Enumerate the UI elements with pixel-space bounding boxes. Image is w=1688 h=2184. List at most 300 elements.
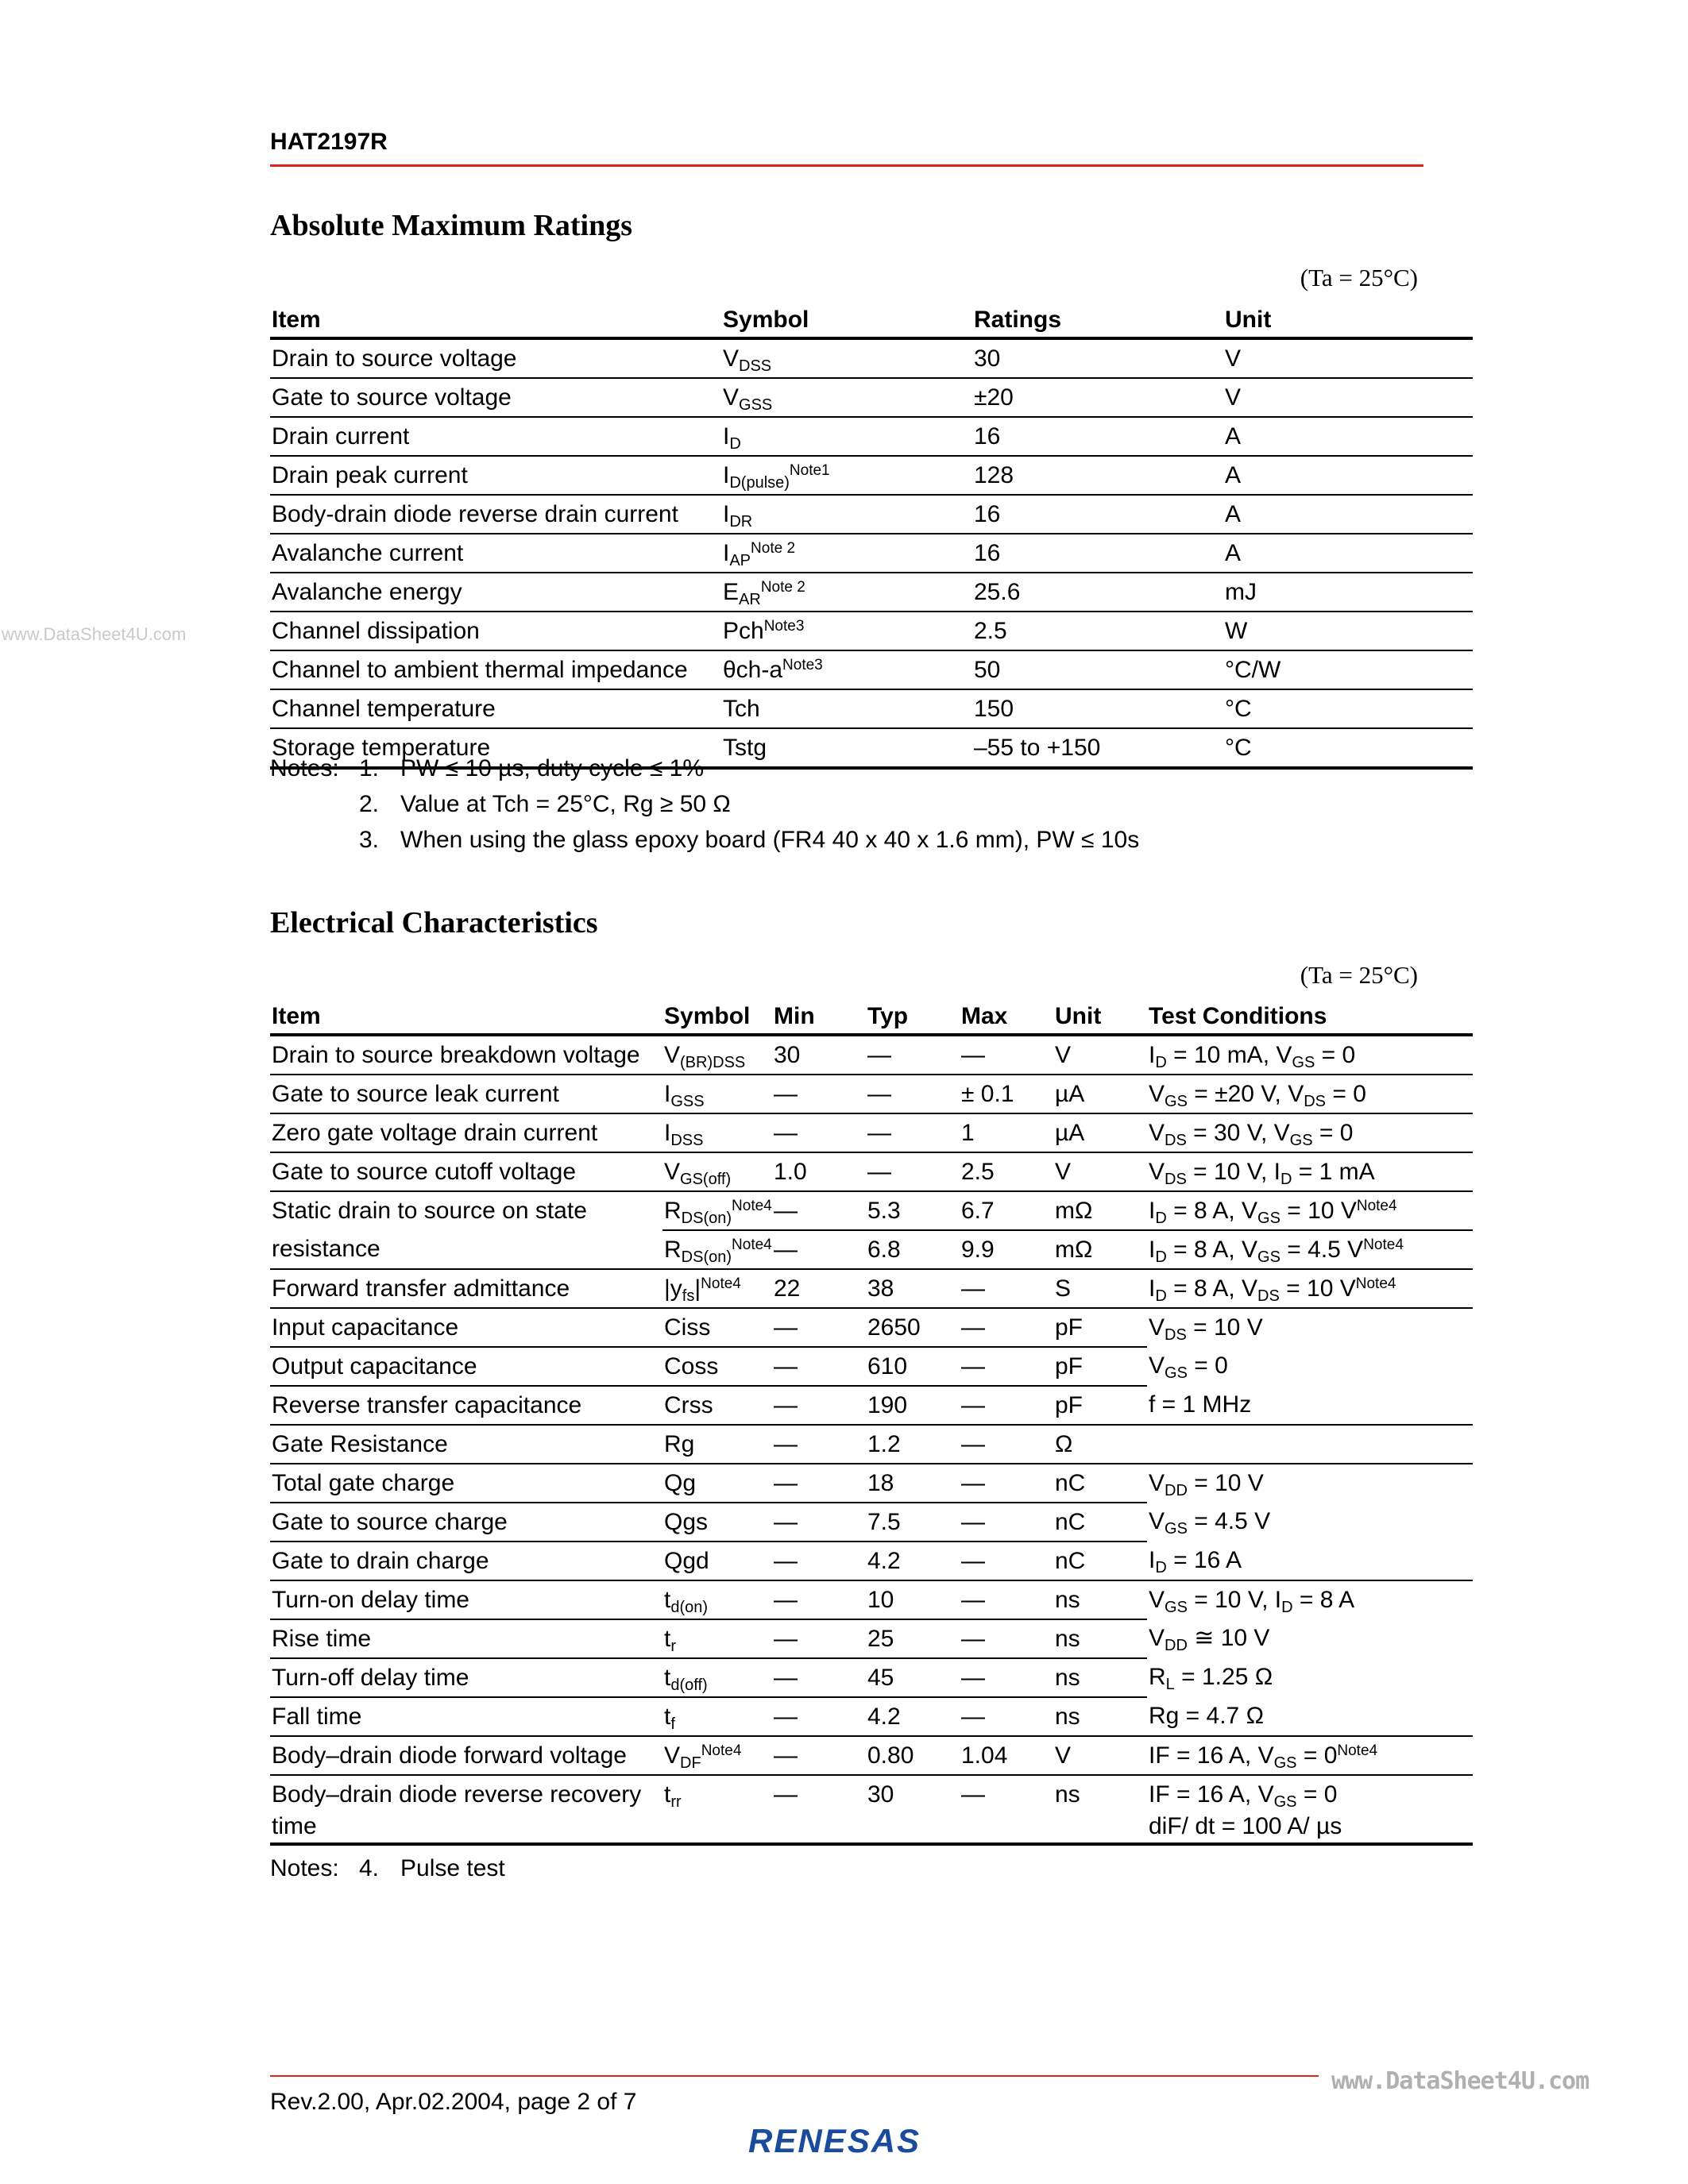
item-cell: Input capacitance <box>270 1308 662 1347</box>
test-condition: IF = 16 A, $V_{GS} = 0$ <box>1149 1742 1338 1772</box>
test-note: Note4 <box>1363 1237 1404 1253</box>
table-row <box>270 1113 1473 1152</box>
unit-cell: S <box>1053 1269 1147 1308</box>
rating-cell: 16 <box>972 495 1223 534</box>
symbol-subscript: D(pulse) <box>729 474 790 492</box>
rating-cell: 25.6 <box>972 573 1223 612</box>
symbol-subscript: f <box>670 1715 675 1733</box>
symbol-main: Tstg <box>723 735 767 761</box>
symbol-main: θch-a <box>723 657 783 683</box>
typ-cell: 190 <box>866 1386 960 1425</box>
unit-cell: A <box>1223 417 1473 456</box>
rating-cell: 150 <box>972 689 1223 728</box>
max-cell: — <box>960 1503 1053 1542</box>
symbol-main: V <box>664 1742 681 1769</box>
max-cell: — <box>960 1386 1053 1425</box>
test-conditions-cell <box>1147 1075 1473 1113</box>
symbol-cell <box>662 1230 772 1269</box>
item-cell: Channel to ambient thermal impedance <box>270 650 721 689</box>
unit-cell: ns <box>1053 1619 1147 1658</box>
symbol-subscript: r <box>670 1638 677 1655</box>
test-condition: $R_L = 1.25$ Ω <box>1149 1664 1273 1693</box>
col-typ: Typ <box>866 995 960 1035</box>
typ-cell: 45 <box>866 1658 960 1697</box>
test-conditions-cell <box>1147 1503 1473 1542</box>
symbol-cell <box>662 1386 772 1425</box>
symbol-cell <box>662 1503 772 1542</box>
item-cell: Avalanche energy <box>270 573 721 612</box>
unit-cell: °C <box>1223 689 1473 728</box>
symbol-cell <box>662 1308 772 1347</box>
symbol-cell <box>662 1464 772 1503</box>
table-row <box>270 378 1473 417</box>
col-ratings: Ratings <box>972 299 1223 338</box>
symbol-main: I <box>723 540 730 566</box>
test-conditions-cell <box>1147 1308 1473 1347</box>
abs-max-title: Absolute Maximum Ratings <box>270 209 633 242</box>
symbol-subscript: D <box>729 435 741 453</box>
symbol-cell <box>662 1269 772 1308</box>
item-cell: Gate to drain charge <box>270 1542 662 1580</box>
col-min: Min <box>772 995 866 1035</box>
table-row <box>270 689 1473 728</box>
symbol-cell <box>662 1191 772 1230</box>
symbol-cell <box>721 534 972 573</box>
item-cell: Forward transfer admittance <box>270 1269 662 1308</box>
typ-cell: 4.2 <box>866 1697 960 1736</box>
symbol-main: Pch <box>723 618 764 644</box>
col-symbol: Symbol <box>662 995 772 1035</box>
symbol-main: t <box>664 1665 671 1691</box>
symbol-subscript: DSS <box>670 1132 704 1149</box>
symbol-cell <box>662 1425 772 1464</box>
symbol-main: |y <box>664 1275 682 1302</box>
note-number: 2. <box>359 791 380 817</box>
item-cell: Output capacitance <box>270 1347 662 1386</box>
notes-label: Notes: <box>270 755 339 781</box>
symbol-main: Crss <box>664 1392 713 1418</box>
min-cell: 1.0 <box>772 1152 866 1191</box>
max-cell: — <box>960 1775 1053 1844</box>
symbol-main: I <box>664 1120 671 1146</box>
min-cell: — <box>772 1580 866 1619</box>
table-row <box>270 1775 1473 1844</box>
unit-cell: pF <box>1053 1347 1147 1386</box>
symbol-main: Tch <box>723 696 760 722</box>
unit-cell: Ω <box>1053 1425 1147 1464</box>
symbol-main: t <box>664 1781 671 1808</box>
test-conditions-cell <box>1147 1113 1473 1152</box>
col-item: Item <box>270 299 721 338</box>
min-cell: — <box>772 1658 866 1697</box>
symbol-cell <box>662 1580 772 1619</box>
min-cell: — <box>772 1503 866 1542</box>
item-cell: Turn-on delay time <box>270 1580 662 1619</box>
table-row <box>270 1736 1473 1775</box>
symbol-cell <box>662 1658 772 1697</box>
symbol-main: I <box>723 462 730 488</box>
symbol-main: Ciss <box>664 1314 711 1341</box>
test-conditions-cell <box>1147 1580 1473 1619</box>
table-row <box>270 338 1473 378</box>
table-row <box>270 1230 1473 1269</box>
symbol-cell <box>662 1075 772 1113</box>
unit-cell: nC <box>1053 1503 1147 1542</box>
item-cell: Channel dissipation <box>270 612 721 650</box>
symbol-main: Coss <box>664 1353 719 1379</box>
item-cell: Drain peak current <box>270 456 721 495</box>
max-cell: 1.04 <box>960 1736 1053 1775</box>
unit-cell: mJ <box>1223 573 1473 612</box>
test-condition: Rg = 4.7 Ω <box>1149 1703 1265 1729</box>
min-cell: — <box>772 1425 866 1464</box>
symbol-main: Qg <box>664 1470 697 1496</box>
footer-revision: Rev.2.00, Apr.02.2004, page 2 of 7 <box>270 2089 637 2115</box>
test-condition: $V_{DD} = 10$ V <box>1149 1470 1264 1499</box>
typ-cell: 10 <box>866 1580 960 1619</box>
unit-cell: A <box>1223 495 1473 534</box>
test-conditions-cell <box>1147 1697 1473 1736</box>
test-condition: $I_D = 16$ A <box>1149 1547 1242 1576</box>
elec-table <box>270 995 1473 1846</box>
rating-cell: ±20 <box>972 378 1223 417</box>
note-row <box>270 822 1139 858</box>
part-number: HAT2197R <box>270 129 388 155</box>
symbol-main: t <box>664 1626 671 1652</box>
symbol-subscript: (BR)DSS <box>680 1054 746 1071</box>
symbol-subscript: d(on) <box>670 1599 709 1616</box>
test-condition: $I_D = 10$ mA, $V_{GS} = 0$ <box>1149 1042 1356 1071</box>
item-cell: Body–drain diode reverse recovery time <box>270 1775 662 1844</box>
symbol-cell <box>662 1736 772 1775</box>
unit-cell: ns <box>1053 1697 1147 1736</box>
unit-cell: ns <box>1053 1775 1147 1844</box>
item-cell: Drain to source voltage <box>270 338 721 378</box>
min-cell: — <box>772 1775 866 1844</box>
symbol-cell <box>721 338 972 378</box>
watermark-right: www.DataSheet4U.com <box>1331 2067 1590 2095</box>
max-cell: — <box>960 1542 1053 1580</box>
max-cell: — <box>960 1464 1053 1503</box>
unit-cell: ns <box>1053 1658 1147 1697</box>
test-condition: $V_{GS} = 0$ <box>1149 1352 1228 1382</box>
item-cell: Rise time <box>270 1619 662 1658</box>
min-cell: — <box>772 1075 866 1113</box>
item-cell: Turn-off delay time <box>270 1658 662 1697</box>
test-conditions-cell <box>1147 1542 1473 1580</box>
table-row <box>270 650 1473 689</box>
typ-cell: 6.8 <box>866 1230 960 1269</box>
symbol-cell <box>721 456 972 495</box>
max-cell: ± 0.1 <box>960 1075 1053 1113</box>
col-symbol: Symbol <box>721 299 972 338</box>
item-cell: Gate to source leak current <box>270 1075 662 1113</box>
min-cell: — <box>772 1464 866 1503</box>
symbol-subscript: AP <box>729 552 751 569</box>
symbol-main: Qgs <box>664 1509 709 1535</box>
symbol-main: V <box>723 384 740 411</box>
item-cell: Body-drain diode reverse drain current <box>270 495 721 534</box>
col-item: Item <box>270 995 662 1035</box>
table-row <box>270 1269 1473 1308</box>
symbol-cell <box>662 1697 772 1736</box>
symbol-subscript: DF <box>680 1754 701 1772</box>
symbol-subscript: DR <box>729 513 753 531</box>
footer-rule <box>270 2075 1319 2077</box>
header-rule <box>270 164 1423 167</box>
typ-cell: 30 <box>866 1775 960 1844</box>
typ-cell: 2650 <box>866 1308 960 1347</box>
unit-cell: °C/W <box>1223 650 1473 689</box>
test-condition-line2: diF/ dt = 100 A/ µs <box>1149 1813 1342 1839</box>
item-cell: Gate to source voltage <box>270 378 721 417</box>
min-cell: — <box>772 1191 866 1230</box>
unit-cell: A <box>1223 534 1473 573</box>
typ-cell: 25 <box>866 1619 960 1658</box>
symbol-cell <box>721 650 972 689</box>
note-number: 1. <box>359 755 380 781</box>
unit-cell: µA <box>1053 1113 1147 1152</box>
rating-cell: 16 <box>972 417 1223 456</box>
symbol-subscript: GSS <box>739 396 773 414</box>
typ-cell: — <box>866 1075 960 1113</box>
test-note: Note4 <box>1337 1742 1378 1759</box>
rating-cell: 2.5 <box>972 612 1223 650</box>
unit-cell: V <box>1223 338 1473 378</box>
min-cell: — <box>772 1736 866 1775</box>
table-row <box>270 534 1473 573</box>
typ-cell: — <box>866 1113 960 1152</box>
unit-cell: V <box>1053 1152 1147 1191</box>
table-row <box>270 1658 1473 1697</box>
table-row <box>270 1191 1473 1230</box>
typ-cell: 18 <box>866 1464 960 1503</box>
note-number: 3. <box>359 827 380 853</box>
symbol-cell <box>662 1113 772 1152</box>
watermark-left: www.DataSheet4U.com <box>2 624 187 644</box>
test-condition: $V_{DS} = 30$ V, $V_{GS} = 0$ <box>1149 1120 1354 1149</box>
table-row <box>270 1697 1473 1736</box>
test-note: Note4 <box>1356 1198 1397 1214</box>
symbol-main: V <box>723 345 740 372</box>
note-number: 4. <box>359 1855 380 1881</box>
abs-max-notes <box>270 751 1139 858</box>
typ-cell: 7.5 <box>866 1503 960 1542</box>
unit-cell: W <box>1223 612 1473 650</box>
table-row <box>270 1152 1473 1191</box>
typ-cell: 1.2 <box>866 1425 960 1464</box>
unit-cell: °C <box>1223 728 1473 768</box>
item-cell: Storage temperature <box>270 728 721 768</box>
symbol-subscript: rr <box>670 1793 682 1811</box>
symbol-cell <box>662 1542 772 1580</box>
test-condition: $V_{DD}$ ≅ 10 V <box>1149 1625 1270 1654</box>
rating-cell: 30 <box>972 338 1223 378</box>
symbol-cell <box>662 1775 772 1844</box>
elec-title: Electrical Characteristics <box>270 906 598 940</box>
test-conditions-cell <box>1147 1035 1473 1075</box>
max-cell: — <box>960 1035 1053 1075</box>
test-condition: $V_{GS} = 10$ V, $I_D = 8$ A <box>1149 1587 1355 1616</box>
test-conditions-cell <box>1147 1619 1473 1658</box>
note-row <box>270 1850 505 1886</box>
typ-cell: 4.2 <box>866 1542 960 1580</box>
item-cell: Total gate charge <box>270 1464 662 1503</box>
table-row <box>270 1347 1473 1386</box>
item-cell: Body–drain diode forward voltage <box>270 1736 662 1775</box>
test-conditions-cell <box>1147 1347 1473 1386</box>
table-row <box>270 1425 1473 1464</box>
symbol-subscript: DS(on) <box>681 1210 732 1227</box>
symbol-subscript: DS(on) <box>681 1248 732 1266</box>
unit-cell: V <box>1223 378 1473 417</box>
symbol-main: I <box>723 501 730 527</box>
col-unit: Unit <box>1223 299 1473 338</box>
item-cell: Static drain to source on state <box>272 1198 587 1224</box>
min-cell: — <box>772 1542 866 1580</box>
unit-cell: µA <box>1053 1075 1147 1113</box>
table-row <box>270 1035 1473 1075</box>
notes-label: Notes: <box>270 1855 339 1881</box>
max-cell: — <box>960 1308 1053 1347</box>
test-conditions-cell <box>1147 1775 1473 1844</box>
test-condition: $I_D = 8$ A, $V_{GS} = 4.5$ V <box>1149 1237 1364 1266</box>
unit-cell: mΩ <box>1053 1191 1147 1230</box>
typ-cell: 5.3 <box>866 1191 960 1230</box>
symbol-subscript: DSS <box>739 357 772 375</box>
test-condition: IF = 16 A, $V_{GS} = 0$ <box>1149 1781 1338 1811</box>
unit-cell: pF <box>1053 1386 1147 1425</box>
table-row <box>270 573 1473 612</box>
test-conditions-cell <box>1147 1386 1473 1425</box>
symbol-note: Note 2 <box>751 540 796 557</box>
item-cell: Drain to source breakdown voltage <box>270 1035 662 1075</box>
symbol-main: Qgd <box>664 1548 709 1574</box>
item-cell: Channel temperature <box>270 689 721 728</box>
item-cell: Drain current <box>270 417 721 456</box>
symbol-main: I <box>723 423 730 450</box>
abs-max-table <box>270 299 1473 770</box>
min-cell: — <box>772 1386 866 1425</box>
unit-cell: ns <box>1053 1580 1147 1619</box>
min-cell: — <box>772 1308 866 1347</box>
elec-notes <box>270 1850 505 1886</box>
renesas-logo: RENESAS <box>748 2122 921 2159</box>
unit-cell: A <box>1223 456 1473 495</box>
symbol-note: Note4 <box>701 1275 741 1292</box>
symbol-main: V <box>664 1159 681 1185</box>
symbol-subscript: d(off) <box>670 1677 708 1694</box>
table-row <box>270 417 1473 456</box>
item-cell: Reverse transfer capacitance <box>270 1386 662 1425</box>
test-note: Note4 <box>1355 1275 1396 1292</box>
note-text: Pulse test <box>400 1855 505 1881</box>
symbol-subscript: fs <box>682 1287 695 1305</box>
symbol-suffix: | <box>694 1275 701 1302</box>
test-conditions-cell <box>1147 1464 1473 1503</box>
max-cell: 2.5 <box>960 1152 1053 1191</box>
table-row <box>270 1464 1473 1503</box>
max-cell: — <box>960 1658 1053 1697</box>
test-conditions-cell <box>1147 1736 1473 1775</box>
table-row <box>270 1542 1473 1580</box>
item-cell: Gate to source charge <box>270 1503 662 1542</box>
abs-max-header-row <box>270 299 1473 338</box>
notes-label <box>270 786 359 822</box>
elec-header-row <box>270 995 1473 1035</box>
col-max: Max <box>960 995 1053 1035</box>
table-row <box>270 1619 1473 1658</box>
test-condition: $V_{GS} = 4.5$ V <box>1149 1508 1271 1538</box>
test-conditions-cell <box>1147 1658 1473 1697</box>
item-cell: Avalanche current <box>270 534 721 573</box>
symbol-note: Note4 <box>732 1198 772 1214</box>
symbol-subscript: AR <box>739 591 761 608</box>
item-cell: Gate Resistance <box>270 1425 662 1464</box>
table-row <box>270 456 1473 495</box>
test-condition: $V_{GS} = \pm 20$ V, $V_{DS} = 0$ <box>1149 1081 1366 1110</box>
test-condition: f = 1 MHz <box>1149 1391 1252 1418</box>
rating-cell: –55 to +150 <box>972 728 1223 768</box>
symbol-note: Note3 <box>763 618 805 635</box>
test-conditions-cell <box>1147 1425 1473 1464</box>
note-text: When using the glass epoxy board (FR4 40 x 40 x 1.6 mm), PW ≤ 10s <box>400 827 1140 853</box>
symbol-note: Note 2 <box>760 579 805 596</box>
table-row <box>270 1386 1473 1425</box>
symbol-cell <box>721 689 972 728</box>
test-condition: $V_{DS} = 10$ V, $I_D = 1$ mA <box>1149 1159 1375 1188</box>
rating-cell: 128 <box>972 456 1223 495</box>
max-cell: 1 <box>960 1113 1053 1152</box>
symbol-main: Rg <box>664 1431 695 1457</box>
table-row <box>270 1308 1473 1347</box>
symbol-note: Note3 <box>782 657 823 673</box>
symbol-main: R <box>664 1237 682 1263</box>
symbol-cell <box>662 1152 772 1191</box>
test-conditions-cell <box>1147 1230 1473 1269</box>
table-row <box>270 1075 1473 1113</box>
symbol-cell <box>721 612 972 650</box>
typ-cell: — <box>866 1035 960 1075</box>
typ-cell: 610 <box>866 1347 960 1386</box>
unit-cell: V <box>1053 1035 1147 1075</box>
test-conditions-cell <box>1147 1152 1473 1191</box>
note-row <box>270 751 1139 786</box>
note-row <box>270 786 1139 822</box>
min-cell: — <box>772 1113 866 1152</box>
unit-cell: nC <box>1053 1464 1147 1503</box>
min-cell: 30 <box>772 1035 866 1075</box>
symbol-cell <box>662 1619 772 1658</box>
symbol-cell <box>721 495 972 534</box>
test-condition: $I_D = 8$ A, $V_{GS} = 10$ V <box>1149 1198 1357 1227</box>
min-cell: 22 <box>772 1269 866 1308</box>
max-cell: — <box>960 1347 1053 1386</box>
max-cell: 9.9 <box>960 1230 1053 1269</box>
symbol-note: Note4 <box>732 1237 772 1253</box>
abs-max-condition: (Ta = 25°C) <box>1300 264 1418 291</box>
item-cell: Fall time <box>270 1697 662 1736</box>
notes-label <box>270 822 359 858</box>
symbol-main: t <box>664 1587 671 1613</box>
note-text: Value at Tch = 25°C, Rg ≥ 50 Ω <box>400 791 731 817</box>
test-condition: $V_{DS} = 10$ V <box>1149 1314 1263 1344</box>
max-cell: 6.7 <box>960 1191 1053 1230</box>
typ-cell: — <box>866 1152 960 1191</box>
item-cell: Gate to source cutoff voltage <box>270 1152 662 1191</box>
symbol-main: t <box>664 1704 671 1730</box>
symbol-subscript: GS(off) <box>680 1171 732 1188</box>
